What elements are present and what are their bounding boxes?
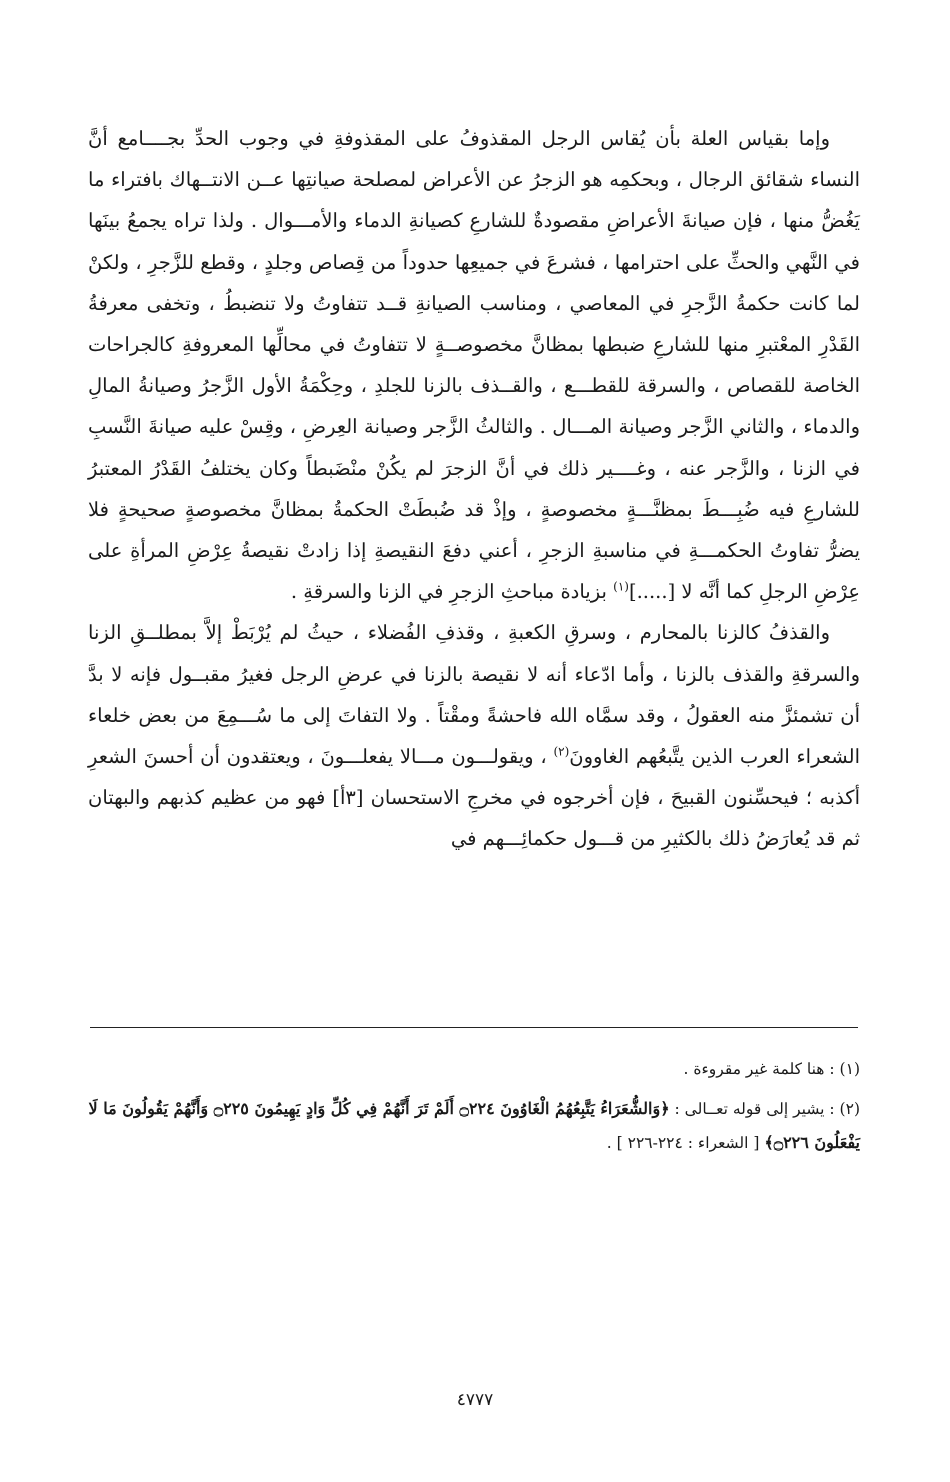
main-body-text <box>88 118 860 860</box>
footnotes <box>88 1052 860 1166</box>
quran-verse: ﴿وَالشُّعَرَاءُ يَتَّبِعُهُمُ الْغَاوُونَ ۝٢٢٤ أَلَمْ تَرَ أَنَّهُمْ فِي كُلِّ وَادٍ يَهِيمُونَ ۝٢٢٥ وَأَنَّهُمْ يَقُولُونَ مَا لَا يَفْعَلُونَ ۝٢٢٦﴾ <box>88 1099 860 1152</box>
footnote-ref-2: (٢) <box>553 744 570 759</box>
verse-source: [ الشعراء : ٢٢٤-٢٢٦ ] . <box>606 1134 760 1152</box>
page-number: ٤٧٧٧ <box>456 1390 494 1410</box>
footnote-2-label: (٢) : <box>829 1100 860 1118</box>
footnote-ref-1: (١) <box>613 579 629 594</box>
footnote-1 <box>88 1052 860 1086</box>
footnote-1-label: (١) : <box>829 1060 860 1078</box>
footnote-2-intro: يشير إلى قوله تعــالى : <box>674 1100 825 1118</box>
footnote-2 <box>88 1092 860 1160</box>
paragraph-2-tail: ، ويقولـــون مـــالا يفعلـــونَ ، ويعتقدون أن أحسنَ الشعرِ أكذبه ؛ فيحسِّنون القبيحَ ، فإن أخرجوه في مخرجِ الاستحسان [٣أ] فهو من عظيم كذبهم والبهتان ثم قد يُعارَضُ ذلك بالكثيرِ من قـــول حكمائِـــهم في <box>88 745 861 851</box>
paragraph-1 <box>88 118 860 612</box>
paragraph-2 <box>88 612 860 859</box>
paragraph-2-text: والقذفُ كالزنا بالمحارم ، وسرقِ الكعبةِ ، وقذفِ الفُضلاء ، حيثُ لم يُرْبَطْ إلاَّ بمطلــقِ الزنا والسرقةِ والقذف بالزنا ، وأما ادّعاء أنه لا نقيصة بالزنا في عرضِ الرجل فغيرُ مقبــول فإنه لا بدَّ أن تشمئزَّ منه العقولُ ، وقد سمَّاه الله فاحشةً ومقْتاً . ولا التفاتَ إلى ما سُـــمِعَ من بعض خلعاء الشعراء العرب الذين يتَّبعُهم الغاوونَ <box>88 621 861 769</box>
paragraph-1-tail: بزيادة مباحثِ الزجرِ في الزنا والسرقةِ . <box>290 580 607 604</box>
paragraph-1-text: وإما بقياس العلة بأن يُقاس الرجل المقذوفُ على المقذوفةِ في وجوب الحدِّ بجــــامع أنَّ النساء شقائق الرجال ، وبحكمِه هو الزجرُ عن الأعراض لمصلحة صيانتِها عــن الانتــهاك بافتراء ما يَغُضُّ منها ، فإن صيانةَ الأعراضِ مقصودةٌ للشارعِ كصيانةِ الدماء والأمـــوال . ولذا تراه يجمعُ بينَها في النَّهي والحثِّ على احترامها ، فشرعَ في جميعِها حدوداً من قِصاص وجلدٍ ، وقطع للزَّجرِ ، ولكنْ لما كانت حكمةُ الزَّجرِ في المعاصي ، ومناسب الصيانةِ قــد تتفاوتُ ولا تنضبطُ ، وتخفى معرفةُ القَدْرِ المعْتبرِ منها للشارعِ ضبطها بمظانَّ مخصوصــةٍ لا تتفاوتُ في محالِّها المعروفةِ كالجراحات الخاصة للقصاص ، والسرقة للقطـــع ، والقــذف بالزنا للجلدِ ، وحِكْمَةُ الأول الزَّجرُ وصيانةُ المالِ والدماء ، والثاني الزَّجر وصيانة المـــال . والثالثُ الزَّجر وصيانة العِرضِ ، وقِسْ عليه صيانةَ النَّسبِ في الزنا ، والزَّجر عنه ، وغــــير ذلك في أنَّ الزجرَ لم يكُنْ منْضَبطاً وكان يختلفُ القَدْرُ المعتبرُ للشارعِ فيه ضُبِـــطَ بمظنَّـــةٍ مخصوصةٍ ، وإذْ قد ضُبطَتْ الحكمةُ بمظانَّ مخصوصةٍ صحيحةٍ فلا يضرُّ تفاوتُ الحكمـــةِ في مناسبةِ الزجرِ ، أعني دفعَ النقيصةِ إذا زادتْ نقيصةُ عِرْضِ المرأةِ على عِرْضِ الرجلِ كما أنَّه لا [.....] <box>88 127 861 604</box>
footnote-divider <box>90 1027 858 1028</box>
footnote-1-text: هنا كلمة غير مقروءة . <box>683 1060 825 1078</box>
